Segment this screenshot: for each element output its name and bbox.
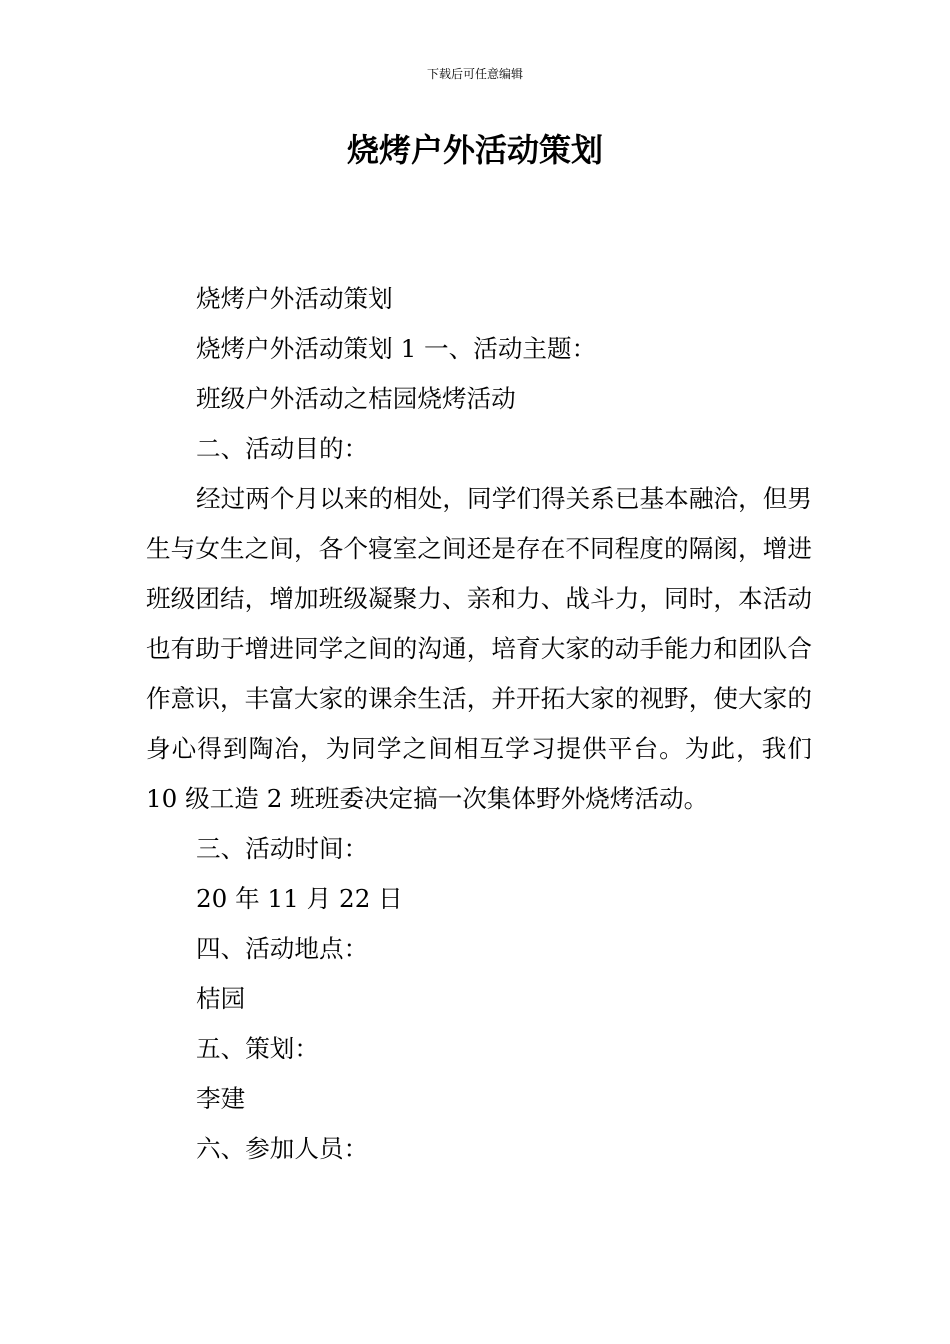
document-body xyxy=(146,274,812,1174)
paragraph-time: 20 年 11 月 22 日 xyxy=(196,884,403,913)
paragraph-purpose-heading: 二、活动目的： xyxy=(196,434,369,463)
paragraph-theme-heading: 烧烤户外活动策划 1 一、活动主题： xyxy=(196,334,597,363)
paragraph-purpose: 经过两个月以来的相处，同学们得关系已基本融洽，但男生与女生之间，各个寝室之间还是存在不同程度的隔阂，增进班级团结，增加班级凝聚力、亲和力、战斗力，同时，本活动也有助于增进同学之间的沟通，培育大家的动手能力和团队合作意识，丰富大家的课余生活，并开拓大家的视野，使大家的身心得到陶冶，为同学之间相互学习提供平台。为此，我们 10 级工造 2 班班委决定搞一次集体野外烧烤活动。 xyxy=(146,484,812,813)
paragraph-theme: 班级户外活动之桔园烧烤活动 xyxy=(196,384,516,413)
paragraph-planner: 李建 xyxy=(196,1084,246,1113)
paragraph-subtitle: 烧烤户外活动策划 xyxy=(196,284,393,313)
paragraph-location-heading: 四、活动地点： xyxy=(196,934,369,963)
paragraph-location: 桔园 xyxy=(196,984,246,1013)
header-note: 下载后可任意编辑 xyxy=(426,67,523,81)
paragraph-time-heading: 三、活动时间： xyxy=(196,834,369,863)
paragraph-planner-heading: 五、策划： xyxy=(196,1034,319,1063)
document-title: 烧烤户外活动策划 xyxy=(346,131,603,169)
paragraph-participants-heading: 六、参加人员： xyxy=(196,1134,369,1163)
